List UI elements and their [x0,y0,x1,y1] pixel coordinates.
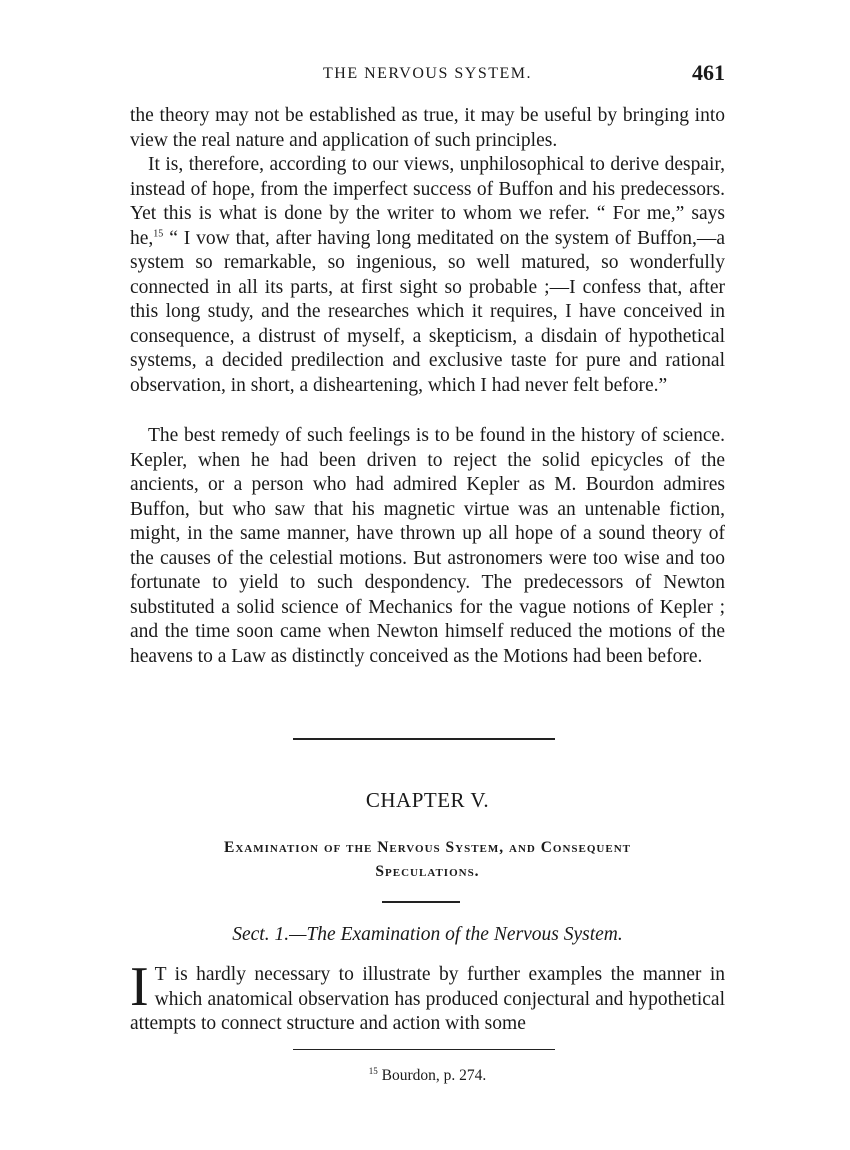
paragraph-text [130,153,725,398]
drop-cap: I [130,956,149,1018]
paragraph-text-part: “ I vow that, after having long meditated on the system of Buffon,—a system so remarkable, so ingenious, so well matured, so wonderfully connected in all its parts, at first sight so probable ;—I confess that, after this long study, and the researches which it requires, I have conceived in consequence, a distrust of myself, a skepticism, a disdain of hypothetical systems, a decided predilection and exclusive taste for pure and rational observation, in short, a disheartening, which I had never felt before.” [130,227,725,396]
page-number: 461 [692,60,725,85]
paragraph-text: the theory may not be established as true, it may be useful by bringing into view the real nature and application of such principles. [130,105,725,151]
running-title: THE NERVOUS SYSTEM. [322,65,532,82]
section-paragraph [130,956,725,1037]
paragraph-text-part: T is hardly necessary to illustrate by further examples the manner in which anatomical observation has produced conjectural and hypothetical attempts to connect structure and action with some [130,964,725,1034]
section-divider [382,901,460,903]
paragraph-text [130,956,725,1037]
paragraph-buffon [130,153,725,398]
chapter-subtitle [150,836,705,884]
chapter-divider [293,738,555,740]
paragraph-text-part: It is, therefore, according to our views, unphilosophical to derive despair, instead of hope, from the imperfect success of Buffon and his predecessors. Yet this is what is done by the writer to whom we refer. “ For me,” says he, [130,154,725,249]
paragraph-text: The best remedy of such feelings is to be found in the history of science. Kepler, when he had been driven to reject the solid epicycles of the ancients, or a person who had admired Kepler as M. Bourdon admires Buffon, but who saw that his magnetic virtue was an untenable fiction, might, in the same manner, have thrown up all hope of a sound theory of the causes of the celestial motions. But astronomers were too wise and too fortunate to yield to such despondency. The predecessors of Newton substituted a solid science of Mechanics for the vague notions of Kepler ; and the time soon came when Newton himself reduced the motions of the heavens to a Law as distinctly conceived as the Motions had been before. [130,425,725,667]
chapter-title: CHAPTER V. [365,788,490,812]
chapter-subtitle-line: Examination of the Nervous System, and Consequent [224,839,631,856]
footnote-number: 15 [368,1065,378,1076]
chapter-subtitle-line: Speculations. [375,863,480,880]
footnote-text: Bourdon, p. 274. [377,1067,487,1084]
section-title: Sect. 1.—The Examination of the Nervous System. [232,924,623,945]
footnote-reference: 15 [153,228,164,239]
footnote-divider [293,1049,555,1050]
footnote [130,1067,725,1085]
paragraph-continued [130,104,725,153]
running-head [130,62,725,88]
paragraph-remedy [130,424,725,669]
